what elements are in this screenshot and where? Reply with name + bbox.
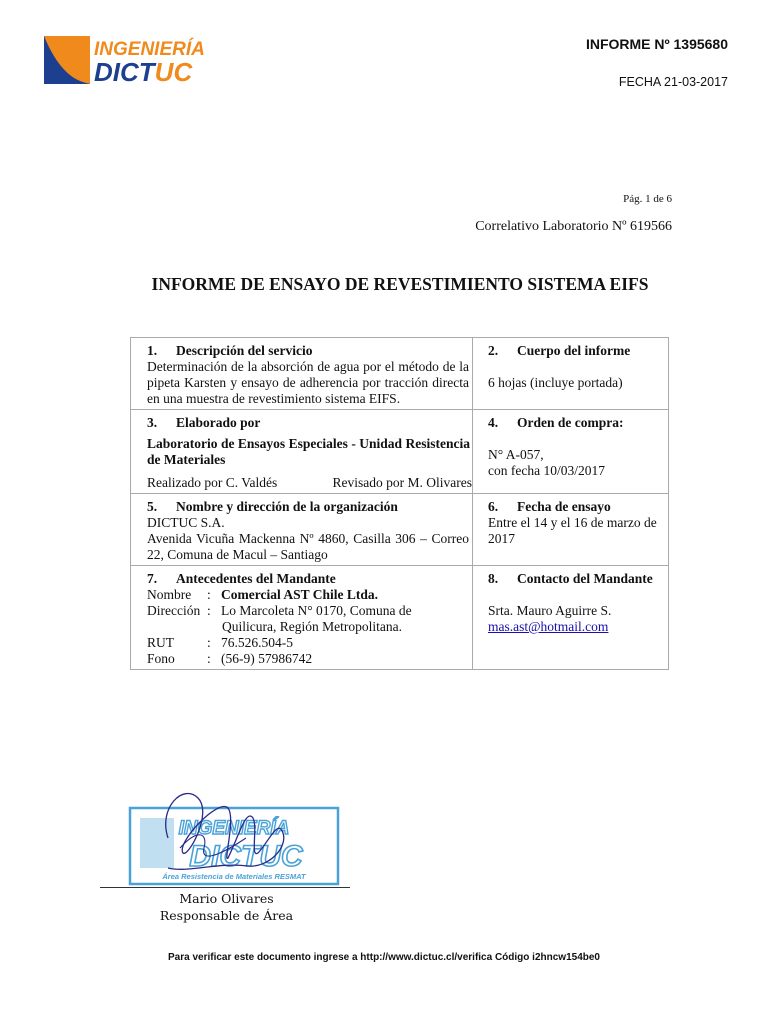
section-test-date	[473, 494, 669, 566]
section-prepared-by	[131, 410, 473, 494]
laboratory-name: Laboratorio de Ensayos Especiales - Unidad Resistencia de Materiales	[147, 436, 470, 467]
purchase-order-number: N° A-057,	[488, 447, 544, 462]
svg-text:DICTUC	[94, 57, 193, 87]
client-name: Comercial AST Chile Ltda.	[221, 587, 379, 602]
page-number: Pág. 1 de 6	[623, 193, 672, 205]
table-row	[131, 566, 669, 670]
stamp-line1: INGENIERÍA	[178, 818, 290, 839]
section-heading: 1. Descripción del servicio	[147, 343, 313, 358]
section-service-description	[131, 338, 473, 410]
section-purchase-order	[473, 410, 669, 494]
contact-email-link[interactable]: mas.ast@hotmail.com	[488, 619, 609, 634]
signer-name: Mario Olivares	[179, 891, 274, 906]
document-title: INFORME DE ENSAYO DE REVESTIMIENTO SISTEMA EIFS	[151, 274, 649, 294]
section-heading: 2. Cuerpo del informe	[488, 343, 631, 358]
table-row	[131, 410, 669, 494]
logo-line2-b: UC	[154, 57, 193, 87]
table-row	[131, 338, 669, 410]
organization-address: Avenida Vicuña Mackenna Nº 4860, Casilla 306 – Correo 22, Comuna de Macul – Santiago	[147, 531, 469, 562]
reviewed-by: Revisado por M. Olivares	[332, 475, 472, 490]
table-row	[131, 494, 669, 566]
made-by: Realizado por C. Valdés	[147, 475, 278, 490]
test-date-text: Entre el 14 y el 16 de marzo de 2017	[488, 515, 657, 546]
logo-line1: INGENIERÍA	[94, 39, 205, 60]
lab-correlative: Correlativo Laboratorio Nº 619566	[475, 219, 672, 234]
client-rut: 76.526.504-5	[221, 635, 293, 650]
dictuc-logo	[44, 36, 234, 88]
section-report-body	[473, 338, 669, 410]
verification-footer: Para verificar este documento ingrese a http://www.dictuc.cl/verifica Código i2hncw154be0	[168, 952, 600, 963]
organization-name: DICTUC S.A.	[147, 515, 225, 530]
section-heading: 7. Antecedentes del Mandante	[147, 571, 336, 586]
report-info-table	[130, 337, 669, 670]
stamp-caption: Área Resistencia de Materiales RESMAT	[162, 872, 306, 881]
signature-stamp	[128, 778, 343, 890]
report-pages-text: 6 hojas (incluye portada)	[488, 375, 623, 390]
service-description-text: Determinación de la absorción de agua por el método de la pipeta Karsten y ensayo de adherencia por tracción directa en una muestra de revestimiento sistema EIFS.	[147, 359, 469, 406]
stamp-line2: DICTUC	[189, 840, 303, 873]
report-number: INFORME Nº 1395680	[585, 36, 728, 52]
section-organization	[131, 494, 473, 566]
section-heading: 8. Contacto del Mandante	[488, 571, 653, 586]
client-address-line1: Lo Marcoleta N° 0170, Comuna de	[221, 603, 412, 618]
signature-line	[100, 887, 350, 888]
client-address-line2: Quilicura, Región Metropolitana.	[222, 619, 402, 634]
contact-name: Srta. Mauro Aguirre S.	[488, 603, 612, 618]
section-heading: 6. Fecha de ensayo	[488, 499, 611, 514]
section-client-contact	[473, 566, 669, 670]
section-client: 7. Antecedentes del Mandante Nombre : Comercial AST Chile Ltda. Dirección : Lo Marcoleta N° 0170, Comuna de Quilicura, Región Metropolitana. RUT : 76.526.504-5 Fono : (56-9) 57986742	[131, 566, 473, 670]
report-date: FECHA 21-03-2017	[618, 75, 728, 89]
signer-role: Responsable de Área	[159, 908, 294, 923]
section-heading: 3. Elaborado por	[147, 415, 261, 430]
client-phone: (56-9) 57986742	[221, 651, 313, 666]
section-heading: 5. Nombre y dirección de la organización	[147, 499, 398, 514]
signer-block	[100, 890, 353, 924]
logo-line2-a: DICT	[94, 57, 155, 87]
section-heading: 4. Orden de compra:	[488, 415, 624, 430]
purchase-order-date: con fecha 10/03/2017	[488, 463, 605, 478]
